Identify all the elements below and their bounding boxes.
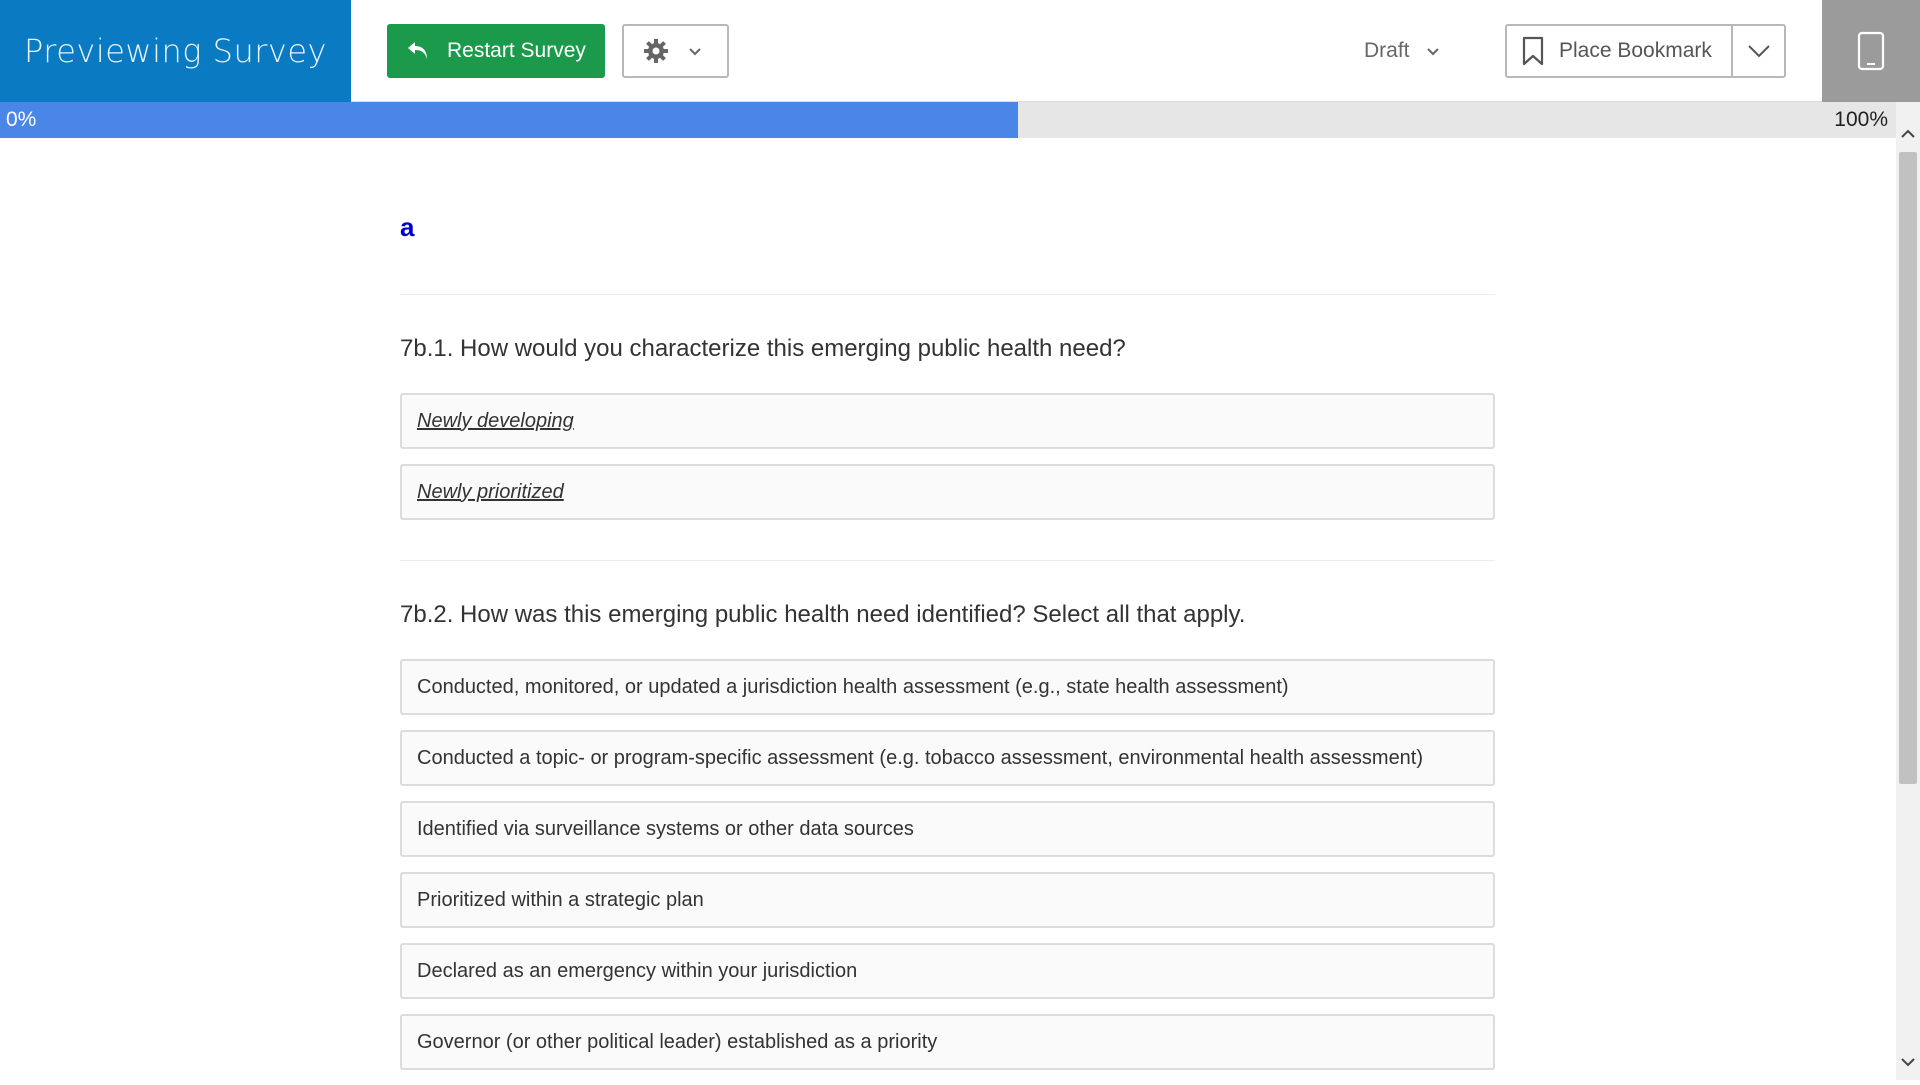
chevron-down-icon <box>688 46 702 56</box>
status-label: Draft <box>1364 39 1410 62</box>
question-7b1-text: 7b.1. How would you characterize this emerging public health need? <box>400 335 1126 362</box>
chevron-down-icon <box>1426 46 1440 56</box>
choice-political-leader-priority[interactable]: Governor (or other political leader) established as a priority <box>400 1014 1495 1070</box>
top-bar <box>0 0 1920 102</box>
progress-start-label: 0% <box>6 108 37 131</box>
place-bookmark-button[interactable] <box>1507 26 1733 76</box>
question-7b1-choices <box>400 393 1495 520</box>
settings-dropdown-button[interactable] <box>622 24 729 78</box>
status-dropdown[interactable] <box>1364 34 1440 68</box>
progress-end-label: 100% <box>1834 108 1888 131</box>
divider <box>400 560 1495 561</box>
restart-survey-button[interactable] <box>387 24 605 78</box>
progress-bar <box>0 102 1896 138</box>
progress-fill <box>0 102 1018 138</box>
scroll-up-button[interactable] <box>1896 122 1920 146</box>
choice-declared-emergency[interactable]: Declared as an emergency within your jurisdiction <box>400 943 1495 999</box>
bookmark-dropdown-button[interactable] <box>1733 26 1784 76</box>
choice-jurisdiction-health-assessment[interactable]: Conducted, monitored, or updated a jurisdiction health assessment (e.g., state health assessment) <box>400 659 1495 715</box>
page-scrollbar[interactable] <box>1896 102 1920 1080</box>
bookmark-control <box>1505 24 1786 78</box>
scroll-down-button[interactable] <box>1896 1050 1920 1074</box>
choice-newly-prioritized[interactable]: Newly prioritized <box>400 464 1495 520</box>
choice-strategic-plan[interactable]: Prioritized within a strategic plan <box>400 872 1495 928</box>
section-title: a <box>400 212 415 242</box>
bookmark-icon <box>1521 36 1545 66</box>
restart-survey-label: Restart Survey <box>447 39 586 62</box>
choice-surveillance-systems[interactable]: Identified via surveillance systems or other data sources <box>400 801 1495 857</box>
gear-icon <box>642 37 670 65</box>
chevron-down-icon <box>1900 1057 1916 1067</box>
scrollbar-thumb[interactable] <box>1899 152 1917 784</box>
question-7b2-text: 7b.2. How was this emerging public health need identified? Select all that apply. <box>400 601 1246 628</box>
undo-arrow-icon <box>405 37 433 65</box>
place-bookmark-label: Place Bookmark <box>1559 39 1712 62</box>
choice-newly-developing[interactable]: Newly developing <box>400 393 1495 449</box>
chevron-down-icon <box>1747 44 1771 58</box>
mobile-preview-toggle[interactable] <box>1822 0 1920 102</box>
chevron-up-icon <box>1900 129 1916 139</box>
survey-content <box>400 138 1495 1085</box>
question-7b2-choices <box>400 659 1495 1070</box>
mobile-device-icon <box>1857 31 1885 71</box>
preview-title: Previewing Survey <box>0 0 351 102</box>
choice-topic-specific-assessment[interactable]: Conducted a topic- or program-specific assessment (e.g. tobacco assessment, environmental health assessment) <box>400 730 1495 786</box>
divider <box>400 294 1495 295</box>
